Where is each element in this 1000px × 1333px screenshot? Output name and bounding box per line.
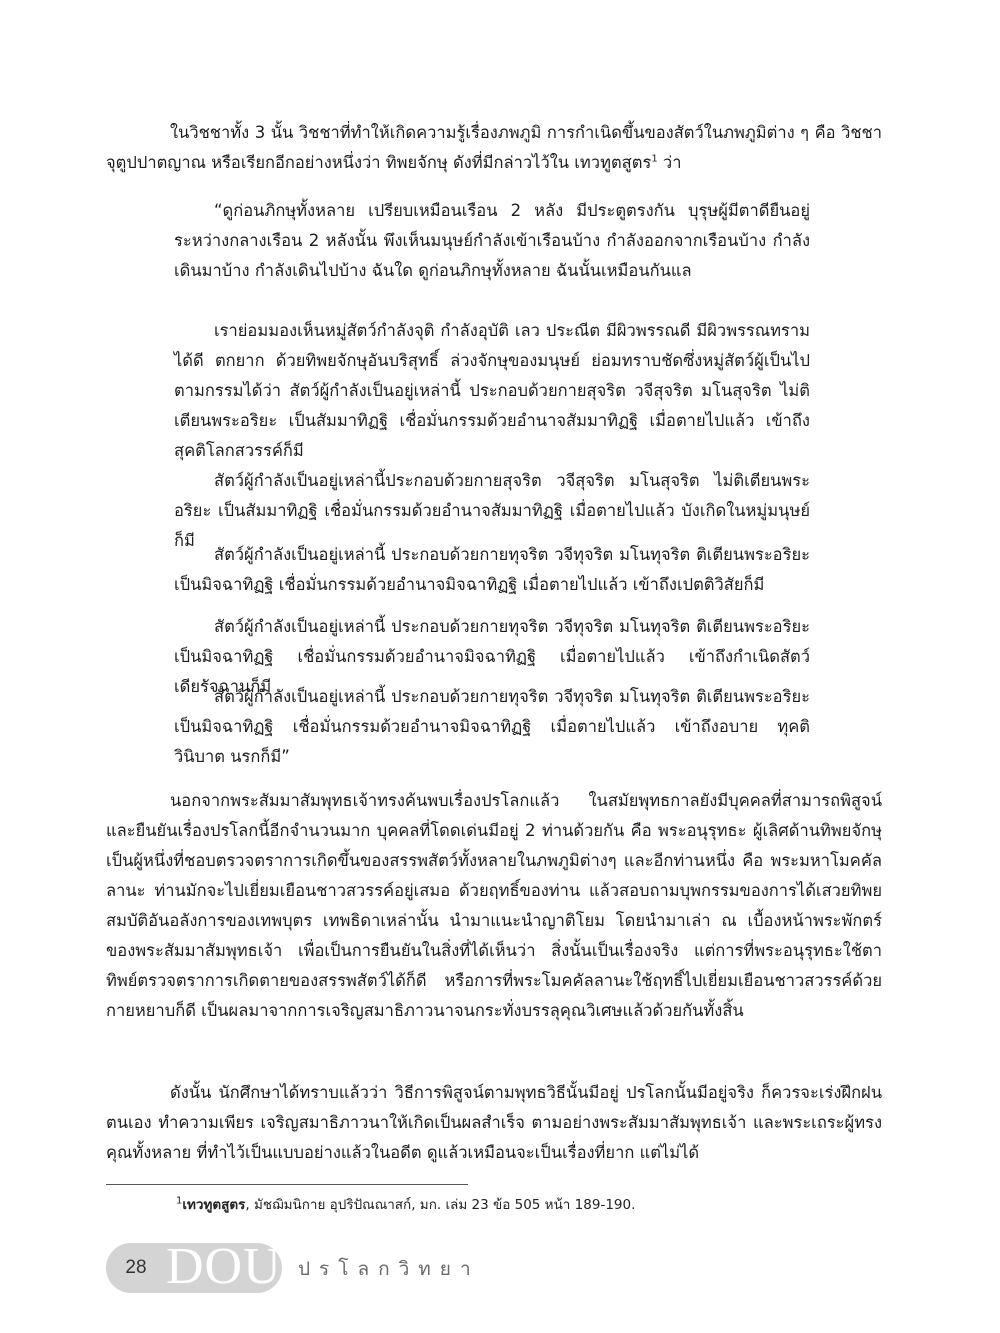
- quote-paragraph-2: เราย่อมมองเห็นหมู่สัตว์กำลังจุติ กำลังอุบัติ เลว ประณีต มีผิวพรรณดี มีผิวพรรณทราม ได้ดี ตกยาก ด้วยทิพยจักษุอันบริสุทธิ์ ล่วงจักษุของมนุษย์ ย่อมทราบชัดซึ่งหมู่สัตว์ผู้เป็นไปตามกรรมได้ว่า สัตว์ผู้กำลังเป็นอยู่เหล่านี้ ประกอบด้วยกายสุจริต วจีสุจริต มโนสุจริต ไม่ติเตียนพระอริยะ เป็นสัมมาทิฏฐิ เชื่อมั่นกรรมด้วยอำนาจสัมมาทิฏฐิ เมื่อตายไปแล้ว เข้าถึงสุคติโลกสวรรค์ก็มี: [174, 321, 810, 460]
- footnote-reference[interactable]: 1: [651, 153, 658, 165]
- quote-paragraph-4: สัตว์ผู้กำลังเป็นอยู่เหล่านี้ ประกอบด้วยกายทุจริต วจีทุจริต มโนทุจริต ติเตียนพระอริยะ เป็นมิจฉาทิฏฐิ เชื่อมั่นกรรมด้วยอำนาจมิจฉาทิฏฐิ เมื่อตายไปแล้ว เข้าถึงเปตติวิสัยก็มี: [174, 545, 810, 594]
- footnote-title: เทวทูตสูตร: [182, 1197, 246, 1213]
- quote-paragraph-3: สัตว์ผู้กำลังเป็นอยู่เหล่านี้ประกอบด้วยกายสุจริต วจีสุจริต มโนสุจริต ไม่ติเตียนพระอริยะ เป็นสัมมาทิฏฐิ เชื่อมั่นกรรมด้วยอำนาจสัมมาทิฏฐิ เมื่อตายไปแล้ว บังเกิดในหมู่มนุษย์ก็มี: [174, 471, 810, 550]
- dou-logo: DOU: [166, 1238, 282, 1295]
- quote-paragraph-5: สัตว์ผู้กำลังเป็นอยู่เหล่านี้ ประกอบด้วยกายทุจริต วจีทุจริต มโนทุจริต ติเตียนพระอริยะ เป็นมิจฉาทิฏฐิ เชื่อมั่นกรรมด้วยอำนาจมิจฉาทิฏฐิ เมื่อตายไปแล้ว เข้าถึงกำเนิดสัตว์เดียรัจฉานก็มี: [174, 617, 810, 696]
- quote-paragraph-6: สัตว์ผู้กำลังเป็นอยู่เหล่านี้ ประกอบด้วยกายทุจริต วจีทุจริต มโนทุจริต ติเตียนพระอริยะ เป็นมิจฉาทิฏฐิ เชื่อมั่นกรรมด้วยอำนาจมิจฉาทิฏฐิ เมื่อตายไปแล้ว เข้าถึงอบาย ทุคติ วินิบาต นรกก็มี”: [174, 687, 810, 766]
- quote-paragraph-1: “ดูก่อนภิกษุทั้งหลาย เปรียบเหมือนเรือน 2 หลัง มีประตูตรงกัน บุรุษผู้มีตาดียืนอยู่ระหว่างกลางเรือน 2 หลังนั้น พึงเห็นมนุษย์กำลังเข้าเรือนบ้าง กำลังออกจากเรือนบ้าง กำลังเดินมาบ้าง กำลังเดินไปบ้าง ฉันใด ดูก่อนภิกษุทั้งหลาย ฉันนั้นเหมือนกันแล: [174, 201, 810, 280]
- footnote-divider: [106, 1184, 468, 1185]
- footnote-marker: 1: [176, 1195, 183, 1207]
- page-number: 28: [125, 1257, 147, 1278]
- paragraph-conclusion: ดังนั้น นักศึกษาได้ทราบแล้วว่า วิธีการพิสูจน์ตามพุทธวิธีนั้นมีอยู่ ปรโลกนั้นมีอยู่จริง ก็ควรจะเร่งฝึกฝนตนเอง ทำความเพียร เจริญสมาธิภาวนาให้เกิดเป็นผลสำเร็จ ตามอย่างพระสัมมาสัมพุทธเจ้า และพระเถระผู้ทรงคุณทั้งหลาย ที่ทำไว้เป็นแบบอย่างแล้วในอดีต ดูแล้วเหมือนจะเป็นเรื่องที่ยาก แต่ไม่ได้: [106, 1083, 882, 1162]
- paragraph-witnesses: นอกจากพระสัมมาสัมพุทธเจ้าทรงค้นพบเรื่องปรโลกแล้ว ในสมัยพุทธกาลยังมีบุคคลที่สามารถพิสูจน์และยืนยันเรื่องปรโลกนี้อีกจำนวนมาก บุคคลที่โดดเด่นมีอยู่ 2 ท่านด้วยกัน คือ พระอนุรุทธะ ผู้เลิศด้านทิพยจักษุ เป็นผู้หนึ่งที่ชอบตรวจตราการเกิดขึ้นของสรรพสัตว์ทั้งหลายในภพภูมิต่างๆ และอีกท่านหนึ่ง คือ พระมหาโมคคัลลานะ ท่านมักจะไปเยี่ยมเยือนชาวสวรรค์อยู่เสมอ ด้วยฤทธิ์ของท่าน แล้วสอบถามบุพกรรมของการได้เสวยทิพยสมบัติอันอลังการของเทพบุตร เทพธิดาเหล่านั้น นำมาแนะนำญาติโยม โดยนำมาเล่า ณ เบื้องหน้าพระพักตร์ของพระสัมมาสัมพุทธเจ้า เพื่อเป็นการยืนยันในสิ่งที่ได้เห็นว่า สิ่งนั้นเป็นเรื่องจริง แต่การที่พระอนุรุทธะใช้ตาทิพย์ตรวจตราการเกิดตายของสรรพสัตว์ได้ก็ดี หรือการที่พระโมคคัลลานะใช้ฤทธิ์ไปเยี่ยมเยือนชาวสวรรค์ด้วยกายหยาบก็ดี เป็นผลมาจากการเจริญสมาธิภาวนาจนกระทั่งบรรลุคุณวิเศษแล้วด้วยกันทั้งสิ้น: [106, 791, 882, 1020]
- footnote-text: , มัชฌิมนิกาย อุปริปัณณาสก์, มก. เล่ม 23 ข้อ 505 หน้า 189-190.: [245, 1197, 636, 1213]
- book-title: ปรโลกวิทยา: [298, 1258, 480, 1280]
- footnote: [176, 1194, 876, 1216]
- paragraph-intro: ในวิชชาทั้ง 3 นั้น วิชชาที่ทำให้เกิดความรู้เรื่องภพภูมิ การกำเนิดขึ้นของสัตว์ในภพภูมิต่าง ๆ คือ วิชชาจุตูปปาตญาณ หรือเรียกอีกอย่างหนึ่งว่า ทิพยจักษุ ดังที่มีกล่าวไว้ใน เทวทูตสูตร$^1$ ว่า: [106, 123, 882, 172]
